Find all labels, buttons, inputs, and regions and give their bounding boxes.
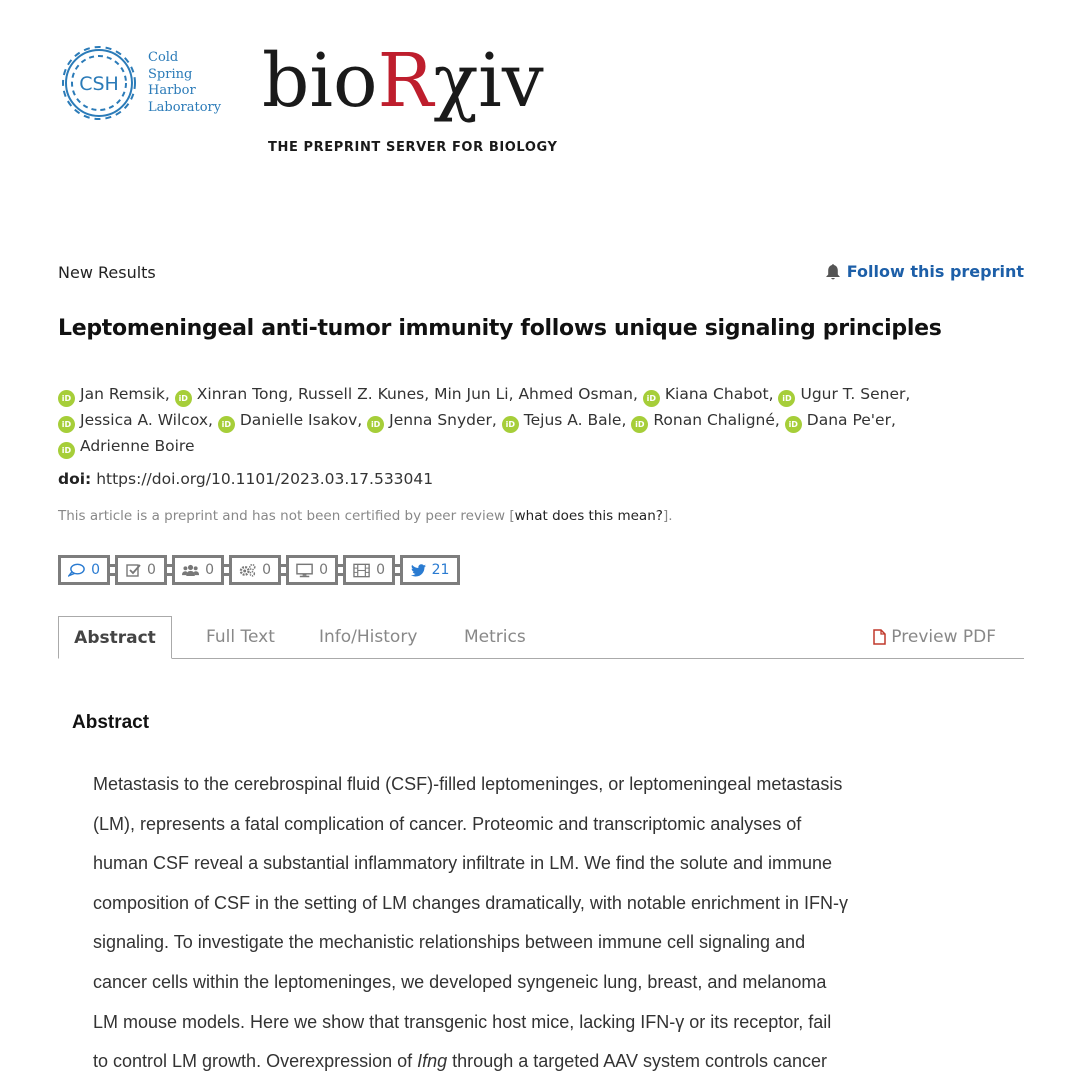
orcid-icon[interactable]: iD — [218, 416, 235, 433]
wordmark-r: R — [377, 38, 434, 124]
abstract-line: composition of CSF in the setting of LM changes dramatically, with notable enrichment in IFN-γ — [93, 892, 849, 913]
community-count-button[interactable] — [172, 555, 224, 585]
doi-line — [58, 470, 433, 488]
comments-count-button[interactable] — [58, 555, 110, 585]
orcid-icon[interactable]: iD — [367, 416, 384, 433]
abstract-body — [93, 765, 993, 1082]
pdf-file-icon — [873, 629, 886, 645]
abstract-line: (LM), represents a fatal complication of cancer. Proteomic and transcriptomic analyses of — [93, 813, 802, 834]
metric-count: 0 — [376, 562, 385, 578]
author-name[interactable]: Adrienne Boire — [80, 437, 195, 455]
disclaimer-text: This article is a preprint and has not been certified by peer review [ — [58, 508, 515, 524]
author-name[interactable]: Danielle Isakov, — [239, 411, 363, 429]
altmetric-bar — [58, 555, 460, 585]
author-name[interactable]: Jessica A. Wilcox, — [80, 411, 213, 429]
author-list — [58, 381, 1028, 459]
orcid-icon[interactable]: iD — [58, 442, 75, 459]
gene-name: Ifng — [417, 1051, 448, 1072]
abstract-line — [93, 1042, 993, 1082]
automated-services-count-button[interactable] — [229, 555, 281, 585]
article-tabs — [58, 616, 1024, 659]
monitor-icon — [296, 563, 313, 578]
orcid-icon[interactable]: iD — [785, 416, 802, 433]
dna-ring-icon — [60, 44, 138, 122]
blogs-count-button[interactable] — [286, 555, 338, 585]
abstract-line: LM mouse models. Here we show that transgenic host mice, lacking IFN-γ or its receptor, fail — [93, 1011, 832, 1032]
disclaimer-end: ]. — [662, 508, 673, 524]
gears-icon — [239, 563, 256, 577]
abstract-line: signaling. To investigate the mechanistic relationships between immune cell signaling and — [93, 932, 806, 953]
doi-label: doi: — [58, 470, 92, 488]
csh-line: Laboratory — [148, 99, 222, 115]
abstract-text: to control LM growth. Overexpression of — [93, 1051, 418, 1072]
author-name[interactable]: Jenna Snyder, — [389, 411, 497, 429]
csh-line: Cold — [148, 50, 179, 65]
metric-count: 0 — [147, 562, 156, 578]
metric-count: 21 — [431, 562, 450, 578]
author-name[interactable]: Tejus A. Bale, — [523, 411, 627, 429]
author-name[interactable]: Ronan Chaligné, — [653, 411, 780, 429]
csh-line: Harbor — [148, 83, 196, 98]
author-name[interactable]: Jan Remsik, — [80, 385, 170, 403]
csh-name — [148, 50, 221, 116]
metric-count: 0 — [205, 562, 214, 578]
what-does-this-mean-link[interactable]: what does this mean? — [514, 508, 663, 524]
orcid-icon[interactable]: iD — [175, 390, 192, 407]
film-icon — [353, 563, 370, 578]
biorxiv-tagline: THE PREPRINT SERVER FOR BIOLOGY — [268, 140, 558, 155]
author-item[interactable] — [218, 411, 362, 429]
author-name[interactable]: Ugur T. Sener, — [800, 385, 911, 403]
reviews-count-button[interactable] — [115, 555, 167, 585]
orcid-icon[interactable]: iD — [58, 416, 75, 433]
abstract-heading: Abstract — [72, 712, 150, 733]
wordmark-xiv: χiv — [433, 38, 544, 124]
abstract-line: human CSF reveal a substantial inflammatory infiltrate in LM. We find the solute and immune — [93, 853, 833, 874]
tab-abstract[interactable]: Abstract — [58, 616, 172, 659]
tab-info-history[interactable]: Info/History — [319, 627, 418, 647]
orcid-icon[interactable]: iD — [502, 416, 519, 433]
csh-logo[interactable] — [60, 44, 230, 124]
orcid-icon[interactable]: iD — [58, 390, 75, 407]
twitter-icon — [411, 564, 426, 577]
metric-count: 0 — [319, 562, 328, 578]
users-icon — [182, 563, 199, 577]
abstract-line: cancer cells within the leptomeninges, we developed syngeneic lung, breast, and melanoma — [93, 971, 827, 992]
author-item[interactable] — [631, 411, 780, 429]
csh-ring-text: CSH — [79, 73, 119, 95]
checkbox-icon — [126, 563, 141, 577]
wordmark-bio: bio — [262, 38, 378, 124]
author-item[interactable] — [643, 385, 774, 403]
tab-metrics[interactable]: Metrics — [464, 627, 526, 647]
metric-count: 0 — [262, 562, 271, 578]
media-count-button[interactable] — [343, 555, 395, 585]
author-item[interactable] — [778, 385, 910, 403]
bell-icon — [825, 263, 841, 281]
biorxiv-wordmark — [262, 36, 544, 126]
author-item[interactable] — [58, 385, 170, 403]
author-item[interactable] — [58, 437, 195, 455]
follow-preprint-link[interactable] — [825, 262, 1024, 281]
article-title: Leptomeningeal anti-tumor immunity follows unique signaling principles — [58, 316, 942, 341]
tweets-count-button[interactable] — [400, 555, 460, 585]
csh-line: Spring — [148, 66, 193, 82]
peer-review-disclaimer — [58, 508, 673, 524]
author-item[interactable] — [502, 411, 627, 429]
orcid-icon[interactable]: iD — [643, 390, 660, 407]
author-item[interactable] — [58, 411, 213, 429]
author-name[interactable]: Dana Pe'er, — [806, 411, 896, 429]
preview-pdf-label: Preview PDF — [891, 627, 996, 647]
tab-full-text[interactable]: Full Text — [206, 627, 275, 647]
author-name[interactable]: Xinran Tong, Russell Z. Kunes, Min Jun Li, Ahmed Osman, — [196, 385, 638, 403]
abstract-line: Metastasis to the cerebrospinal fluid (CSF)-filled leptomeninges, or leptomeningeal metastasis — [93, 774, 843, 794]
abstract-text: through a targeted AAV system controls cancer — [447, 1051, 828, 1072]
preview-pdf-link[interactable] — [873, 616, 996, 658]
comment-icon — [68, 563, 85, 577]
metric-count: 0 — [91, 562, 100, 578]
doi-link[interactable]: https://doi.org/10.1101/2023.03.17.533041 — [96, 470, 434, 488]
author-item[interactable] — [367, 411, 497, 429]
author-item[interactable] — [785, 411, 896, 429]
orcid-icon[interactable]: iD — [778, 390, 795, 407]
author-item[interactable] — [175, 385, 638, 403]
biorxiv-logo[interactable] — [262, 36, 582, 166]
article-section-label: New Results — [58, 263, 156, 282]
follow-preprint-label: Follow this preprint — [846, 262, 1024, 281]
orcid-icon[interactable]: iD — [631, 416, 648, 433]
author-name[interactable]: Kiana Chabot, — [664, 385, 774, 403]
